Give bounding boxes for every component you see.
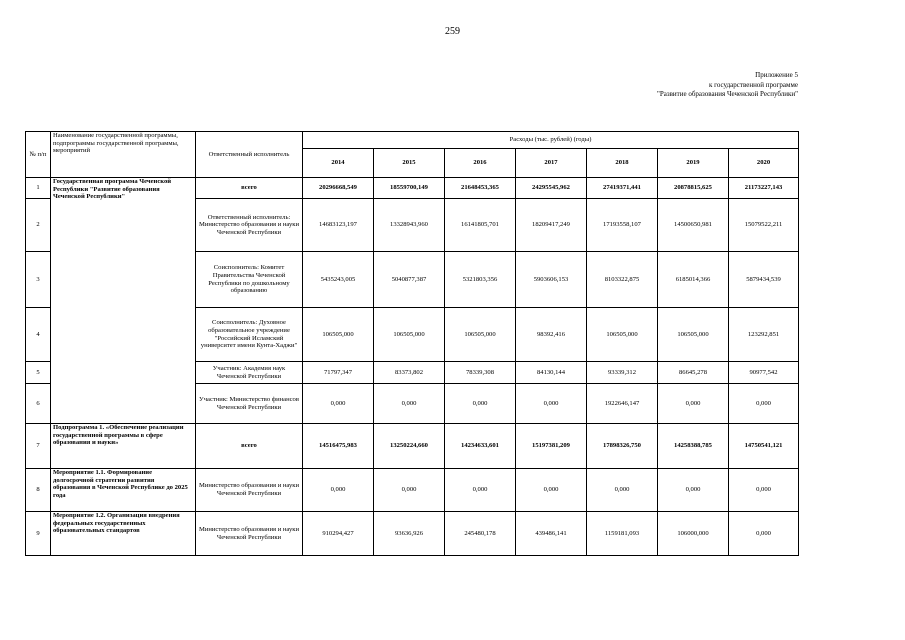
header-year: 2014 [303,149,374,178]
row-value: 5903606,153 [516,252,587,308]
row-value: 6185014,366 [658,252,729,308]
appendix-line-3: "Развитие образования Чеченской Республики" [657,90,798,98]
row-value: 5321803,356 [445,252,516,308]
row-value: 90977,542 [729,362,799,384]
row-value: 0,000 [729,384,799,424]
row-executor: Участник: Министерство финансов Чеченской Республики [196,384,303,424]
expenses-table [25,131,799,556]
activity-name: Мероприятие 1.2. Организация внедрения федеральных государственных образовательных стандартов [51,512,196,556]
row-value: 98392,416 [516,308,587,362]
row-value: 14750541,121 [729,424,799,469]
header-row [26,132,799,149]
row-value: 14683123,197 [303,199,374,252]
row-value: 20296668,549 [303,178,374,199]
appendix-line-1: Приложение 5 [755,71,798,79]
row-value: 123292,851 [729,308,799,362]
row-value: 17898326,750 [587,424,658,469]
row-value: 106505,000 [303,308,374,362]
row-num: 6 [26,384,51,424]
row-value: 0,000 [445,469,516,512]
row-value: 14516475,983 [303,424,374,469]
row-value: 71797,347 [303,362,374,384]
row-value: 0,000 [658,469,729,512]
row-value: 0,000 [303,384,374,424]
page-number: 259 [445,26,460,37]
row-value: 93339,312 [587,362,658,384]
row-value: 0,000 [729,469,799,512]
table-row [26,469,799,512]
row-value: 106505,000 [658,308,729,362]
row-executor: всего [196,424,303,469]
row-executor: Ответственный исполнитель: Министерство образования и науки Чеченской Республики [196,199,303,252]
row-value: 21648453,365 [445,178,516,199]
row-value: 14234633,601 [445,424,516,469]
row-executor: всего [196,178,303,199]
row-value: 910294,427 [303,512,374,556]
row-value: 24295545,962 [516,178,587,199]
table-row [26,178,799,199]
activity-name: Мероприятие 1.1. Формирование долгосрочной стратегии развития образования в Чеченской Республике до 2025 года [51,469,196,512]
table-row [26,512,799,556]
table-row [26,424,799,469]
row-value: 21173227,143 [729,178,799,199]
row-value: 16141805,701 [445,199,516,252]
row-executor: Участник: Академия наук Чеченской Республики [196,362,303,384]
row-value: 27419371,441 [587,178,658,199]
row-executor: Министерство образования и науки Чеченской Республики [196,512,303,556]
row-value: 17193558,107 [587,199,658,252]
program-name: Государственная программа Чеченской Республики "Развитие образования Чеченской Республики" [51,178,196,424]
row-value: 0,000 [516,384,587,424]
row-value: 0,000 [374,469,445,512]
row-value: 83373,802 [374,362,445,384]
row-value: 439486,141 [516,512,587,556]
row-value: 245480,178 [445,512,516,556]
row-executor: Соисполнитель: Духовное образовательное учреждение "Российский Исламский университет имени Кунта-Хаджи" [196,308,303,362]
header-expenses: Расходы (тыс. рублей) (годы) [303,132,799,149]
row-num: 3 [26,252,51,308]
header-year: 2015 [374,149,445,178]
row-value: 93636,926 [374,512,445,556]
row-value: 0,000 [516,469,587,512]
header-year: 2017 [516,149,587,178]
row-num: 2 [26,199,51,252]
row-value: 106505,000 [445,308,516,362]
row-value: 106000,000 [658,512,729,556]
appendix-line-2: к государственной программе [709,80,798,89]
row-num: 1 [26,178,51,199]
row-num: 5 [26,362,51,384]
row-value: 1159181,093 [587,512,658,556]
row-num: 8 [26,469,51,512]
row-num: 7 [26,424,51,469]
header-year: 2016 [445,149,516,178]
appendix-note [657,71,798,100]
header-year: 2019 [658,149,729,178]
row-executor: Министерство образования и науки Чеченской Республики [196,469,303,512]
row-num: 9 [26,512,51,556]
row-value: 15197381,209 [516,424,587,469]
row-value: 0,000 [303,469,374,512]
row-value: 0,000 [729,512,799,556]
row-value: 86645,278 [658,362,729,384]
row-value: 20878815,625 [658,178,729,199]
header-num: № п/п [26,132,51,178]
row-value: 5435243,005 [303,252,374,308]
row-num: 4 [26,308,51,362]
row-value: 13328943,960 [374,199,445,252]
header-executor: Ответственный исполнитель [196,132,303,178]
row-value: 106505,000 [587,308,658,362]
header-name: Наименование государственной программы, подпрограммы государственной программы, мероприятий [51,132,196,178]
row-value: 0,000 [658,384,729,424]
subprogram-name: Подпрограмма 1. «Обеспечение реализации государственной программы в сфере образования и науки» [51,424,196,469]
row-value: 106505,000 [374,308,445,362]
row-value: 18559700,149 [374,178,445,199]
header-year: 2018 [587,149,658,178]
row-value: 5879434,539 [729,252,799,308]
row-value: 0,000 [374,384,445,424]
row-value: 5040877,387 [374,252,445,308]
row-value: 15079522,211 [729,199,799,252]
row-value: 14500650,981 [658,199,729,252]
row-value: 18209417,249 [516,199,587,252]
row-value: 0,000 [445,384,516,424]
row-value: 78339,308 [445,362,516,384]
row-value: 84130,144 [516,362,587,384]
row-value: 14258388,785 [658,424,729,469]
row-value: 8103322,875 [587,252,658,308]
row-value: 0,000 [587,469,658,512]
row-value: 1922646,147 [587,384,658,424]
header-year: 2020 [729,149,799,178]
row-value: 13250224,660 [374,424,445,469]
row-executor: Соисполнитель: Комитет Правительства Чеченской Республики по дошкольному образованию [196,252,303,308]
